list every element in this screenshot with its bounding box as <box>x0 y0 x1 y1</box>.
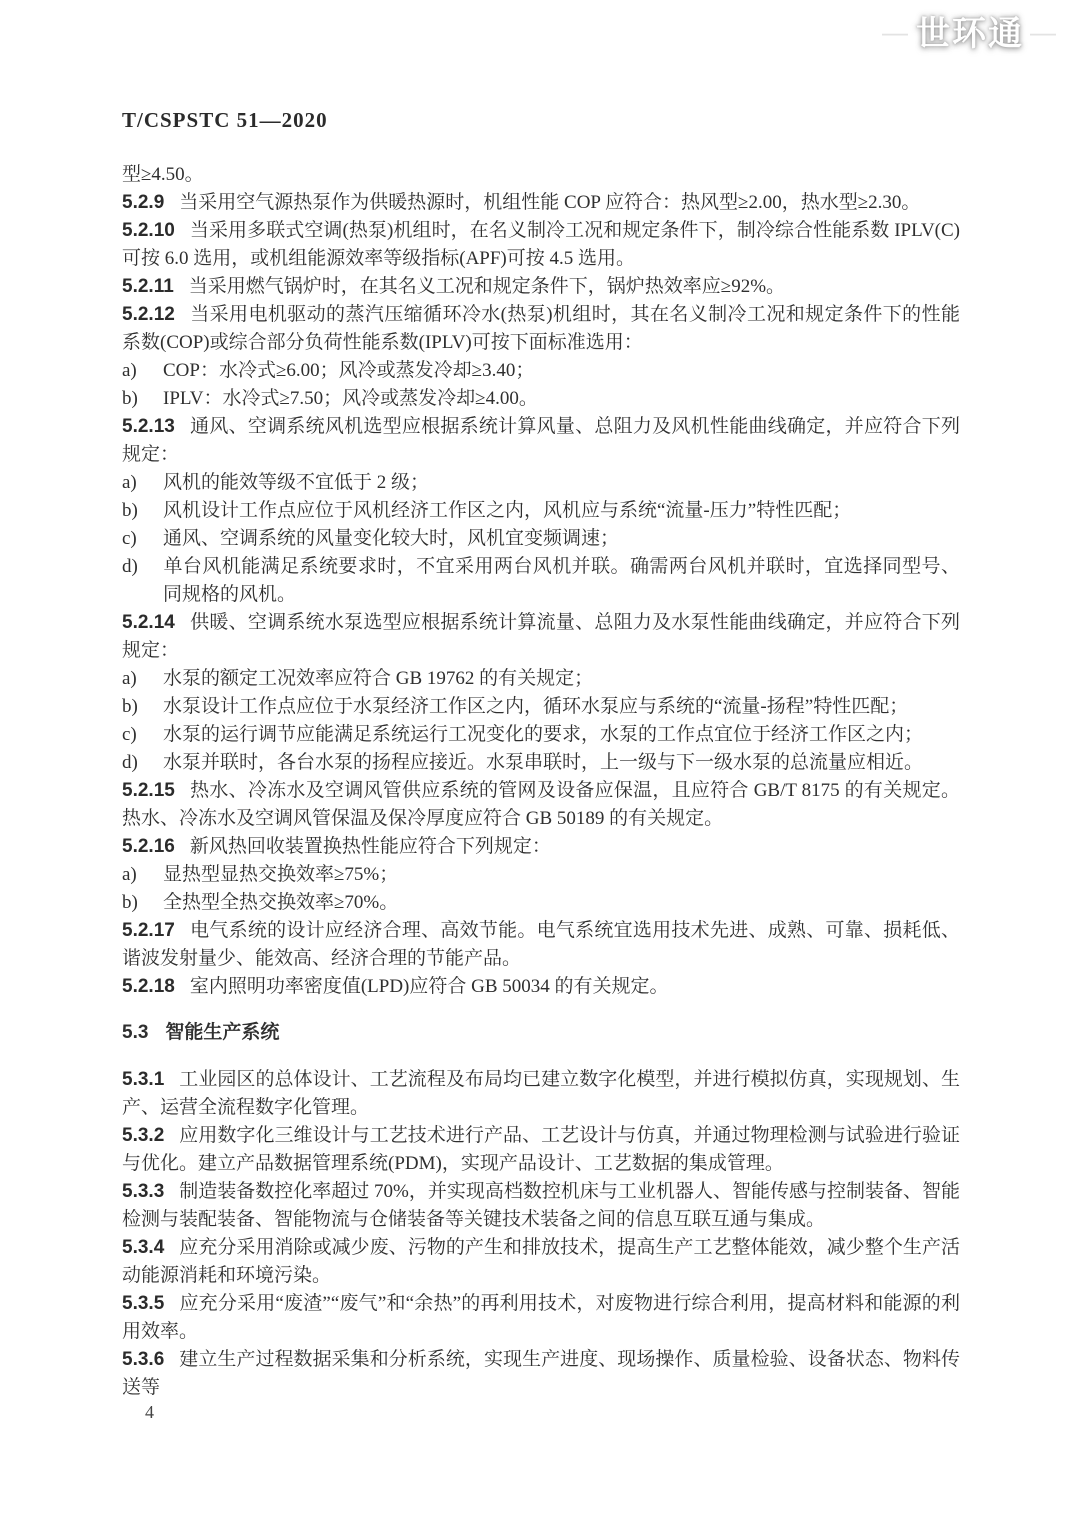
clause-number: 5.2.15 <box>122 780 175 801</box>
clause-5.2.10 <box>122 217 960 273</box>
paragraph-text: 室内照明功率密度值(LPD)应符合 GB 50034 的有关规定。 <box>189 976 669 997</box>
item-label: b) <box>122 696 138 717</box>
paragraph-text: 风机设计工作点应位于风机经济工作区之内，风机应与系统“流量-压力”特性匹配； <box>163 500 852 521</box>
paragraph-text: 水泵的额定工况效率应符合 GB 19762 的有关规定； <box>163 668 594 689</box>
paragraph-text: COP：水冷式≥6.00；风冷或蒸发冷却≥3.40； <box>163 360 535 381</box>
list-item-c <box>122 525 960 553</box>
paragraph-text: 全热型全热交换效率≥70%。 <box>163 892 399 913</box>
list-item-d <box>122 553 960 609</box>
clause-5.3.4 <box>122 1234 960 1290</box>
clause-number: 5.3.2 <box>122 1125 165 1146</box>
watermark-right-dash: — <box>1030 17 1058 47</box>
paragraph-text: 单台风机能满足系统要求时，不宜采用两台风机并联。确需两台风机并联时，宜选择同型号、同规格的风机。 <box>163 556 960 605</box>
clause-5.2.17 <box>122 917 960 973</box>
clause-number: 5.3.5 <box>122 1293 165 1314</box>
clause-5.2.15 <box>122 777 960 833</box>
item-label: b) <box>122 500 138 521</box>
clause-5.3.2 <box>122 1122 960 1178</box>
paragraph-text: 智能生产系统 <box>165 1022 280 1043</box>
clause-number: 5.3 <box>122 1022 149 1043</box>
paragraph-text: 水泵并联时，各台水泵的扬程应接近。水泵串联时，上一级与下一级水泵的总流量应相近。 <box>163 752 924 773</box>
paragraph-text: 工业园区的总体设计、工艺流程及布局均已建立数字化模型，并进行模拟仿真，实现规划、生产、运营全流程数字化管理。 <box>122 1069 960 1118</box>
clause-5.2.9 <box>122 189 960 217</box>
clause-number: 5.3.3 <box>122 1181 165 1202</box>
item-label: b) <box>122 892 138 913</box>
item-label: a) <box>122 472 137 493</box>
clause-number: 5.3.1 <box>122 1069 165 1090</box>
clause-5.2.18 <box>122 973 960 1001</box>
paragraph-text: 制造装备数控化率超过 70%，并实现高档数控机床与工业机器人、智能传感与控制装备、智能检测与装配装备、智能物流与仓储装备等关键技术装备之间的信息互联互通与集成。 <box>122 1181 960 1230</box>
clause-number: 5.3.4 <box>122 1237 165 1258</box>
item-label: d) <box>122 556 138 577</box>
list-item-a <box>122 469 960 497</box>
list-item-b <box>122 497 960 525</box>
clause-number: 5.2.12 <box>122 304 175 325</box>
paragraph-text: 显热型显热交换效率≥75%； <box>163 864 399 885</box>
paragraph-text: 通风、空调系统风机选型应根据系统计算风量、总阻力及风机性能曲线确定，并应符合下列规定： <box>122 416 960 465</box>
item-label: a) <box>122 360 137 381</box>
list-item-d <box>122 749 960 777</box>
item-label: b) <box>122 388 138 409</box>
body-line <box>122 161 960 189</box>
paragraph-text: 新风热回收装置换热性能应符合下列规定： <box>189 836 551 857</box>
section-heading-5.3 <box>122 1019 960 1047</box>
list-item-b <box>122 385 960 413</box>
page-number: 4 <box>145 1402 154 1422</box>
paragraph-text: 当采用燃气锅炉时，在其名义工况和规定条件下，锅炉热效率应≥92%。 <box>188 276 786 297</box>
clause-number: 5.2.14 <box>122 612 175 633</box>
list-item-a <box>122 861 960 889</box>
paragraph-text: 水泵设计工作点应位于水泵经济工作区之内，循环水泵应与系统的“流量-扬程”特性匹配； <box>163 696 909 717</box>
paragraph-text: 电气系统的设计应经济合理、高效节能。电气系统宜选用技术先进、成熟、可靠、损耗低、谐波发射量少、能效高、经济合理的节能产品。 <box>122 920 960 969</box>
clause-number: 5.2.11 <box>122 276 174 297</box>
item-label: d) <box>122 752 138 773</box>
item-label: a) <box>122 668 137 689</box>
clause-5.2.11 <box>122 273 960 301</box>
list-item-b <box>122 889 960 917</box>
paragraph-text: 当采用电机驱动的蒸汽压缩循环冷水(热泵)机组时，其在名义制冷工况和规定条件下的性能系数(COP)或综合部分负荷性能系数(IPLV)可按下面标准选用： <box>122 304 960 353</box>
list-item-a <box>122 665 960 693</box>
paragraph-text: IPLV：水冷式≥7.50；风冷或蒸发冷却≥4.00。 <box>163 388 538 409</box>
clause-number: 5.2.13 <box>122 416 175 437</box>
clause-number: 5.2.10 <box>122 220 175 241</box>
item-label: c) <box>122 724 137 745</box>
paragraph-text: 水泵的运行调节应能满足系统运行工况变化的要求，水泵的工作点宜位于经济工作区之内； <box>163 724 924 745</box>
clause-number: 5.2.9 <box>122 192 165 213</box>
item-label: c) <box>122 528 137 549</box>
clause-5.2.13 <box>122 413 960 469</box>
document-body <box>122 161 960 1402</box>
document-number-header: T/CSPSTC 51—2020 <box>122 108 328 132</box>
clause-number: 5.2.17 <box>122 920 175 941</box>
clause-5.3.6 <box>122 1346 960 1402</box>
list-item-a <box>122 357 960 385</box>
paragraph-text: 建立生产过程数据采集和分析系统，实现生产进度、现场操作、质量检验、设备状态、物料传送等 <box>122 1349 960 1398</box>
clause-5.3.3 <box>122 1178 960 1234</box>
list-item-c <box>122 721 960 749</box>
paragraph-text: 当采用空气源热泵作为供暖热源时，机组性能 COP 应符合：热风型≥2.00，热水型≥2.30。 <box>179 192 921 213</box>
paragraph-text: 应用数字化三维设计与工艺技术进行产品、工艺设计与仿真，并通过物理检测与试验进行验证与优化。建立产品数据管理系统(PDM)，实现产品设计、工艺数据的集成管理。 <box>122 1125 960 1174</box>
paragraph-text: 通风、空调系统的风量变化较大时，风机宜变频调速； <box>163 528 620 549</box>
item-label: a) <box>122 864 137 885</box>
list-item-b <box>122 693 960 721</box>
clause-5.3.1 <box>122 1066 960 1122</box>
paragraph-text: 供暖、空调系统水泵选型应根据系统计算流量、总阻力及水泵性能曲线确定，并应符合下列规定： <box>122 612 960 661</box>
paragraph-text: 热水、冷冻水及空调风管供应系统的管网及设备应保温，且应符合 GB/T 8175 的有关规定。热水、冷冻水及空调风管保温及保冷厚度应符合 GB 50189 的有关规定。 <box>122 780 960 829</box>
paragraph-text: 应充分采用“废渣”“废气”和“余热”的再利用技术，对废物进行综合利用，提高材料和能源的利用效率。 <box>122 1293 960 1342</box>
document-content <box>122 108 960 1423</box>
watermark-text: 世环通 <box>916 15 1024 53</box>
clause-5.2.16 <box>122 833 960 861</box>
clause-5.2.12 <box>122 301 960 357</box>
site-watermark <box>876 6 1064 55</box>
clause-5.3.5 <box>122 1290 960 1346</box>
paragraph-text: 当采用多联式空调(热泵)机组时，在名义制冷工况和规定条件下，制冷综合性能系数 IPLV(C)可按 6.0 选用，或机组能源效率等级指标(APF)可按 4.5 选用。 <box>122 220 960 269</box>
clause-number: 5.2.18 <box>122 976 175 997</box>
clause-number: 5.2.16 <box>122 836 175 857</box>
watermark-left-dash: — <box>882 17 910 47</box>
clause-5.2.14 <box>122 609 960 665</box>
paragraph-text: 应充分采用消除或减少废、污物的产生和排放技术，提高生产工艺整体能效，减少整个生产活动能源消耗和环境污染。 <box>122 1237 960 1286</box>
paragraph-text: 风机的能效等级不宜低于 2 级； <box>163 472 430 493</box>
clause-number: 5.3.6 <box>122 1349 165 1370</box>
paragraph-text: 型≥4.50。 <box>122 164 204 185</box>
